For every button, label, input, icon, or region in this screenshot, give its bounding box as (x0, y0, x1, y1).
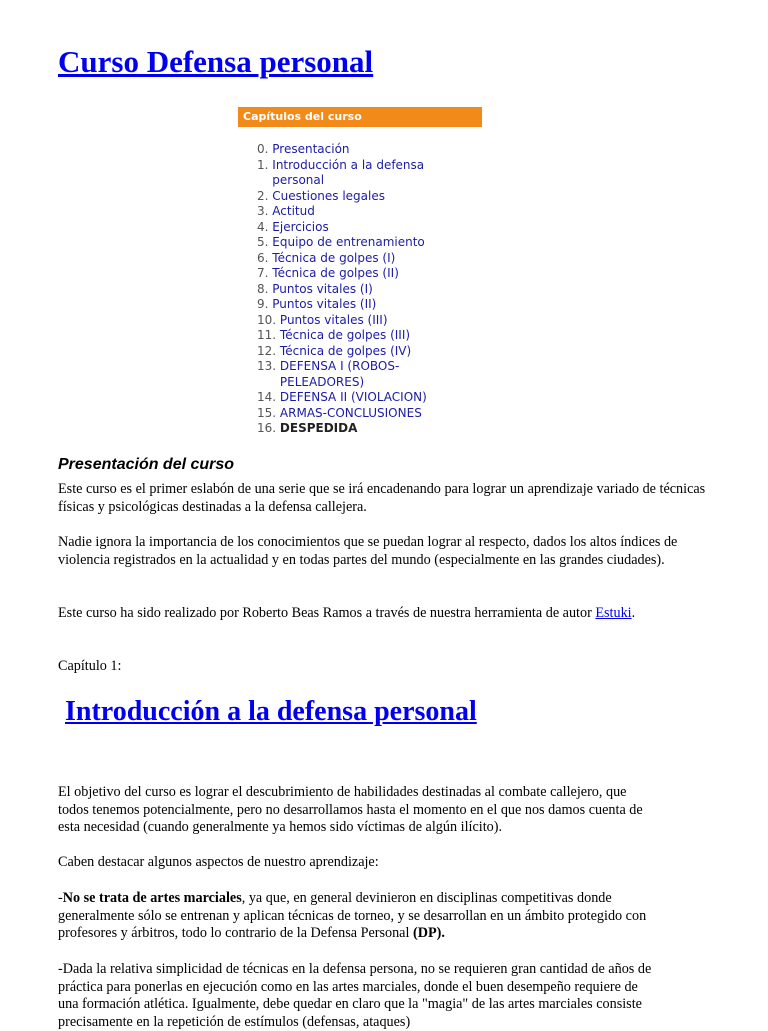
chapter-number: 4. (257, 219, 269, 234)
section-title: Presentación del curso (58, 456, 235, 473)
chapter-link[interactable]: Puntos vitales (II) (272, 297, 377, 311)
chapter-link[interactable]: Ejercicios (272, 219, 329, 234)
chapter-number: 6. (257, 250, 269, 265)
chapter-link[interactable]: Presentación (272, 142, 350, 156)
chapter-link[interactable]: Técnica de golpes (III) (279, 328, 411, 342)
chapter-number: 1. (257, 157, 269, 172)
chapter-link[interactable]: Introducción a la defensa personal (272, 157, 425, 187)
chapter-item-3[interactable] (257, 204, 482, 220)
chapters-box (238, 107, 482, 439)
chapter-item-12[interactable] (257, 344, 482, 360)
intro-paragraph-3 (58, 605, 718, 623)
chapter-item-7[interactable] (257, 266, 482, 282)
chapter-number: 10. (257, 312, 277, 327)
chapter-number: 12. (257, 343, 277, 358)
chapter-number: 16. (257, 421, 277, 435)
chapter-item-4[interactable] (257, 220, 482, 236)
chapter-link[interactable]: Técnica de golpes (I) (272, 250, 396, 265)
chapter-link[interactable]: Puntos vitales (I) (272, 281, 373, 296)
chapter-item-2[interactable] (257, 189, 482, 205)
chapter-link[interactable]: Técnica de golpes (IV) (279, 343, 412, 358)
chapters-list (257, 142, 482, 437)
bold-dp: (DP). (412, 925, 445, 942)
chapter-link[interactable]: DESPEDIDA (279, 421, 358, 435)
chapter1-paragraph-4: -Dada la relativa simplicidad de técnicas en la defensa persona, no se requieren gran cantidad de años de práctica para ponerlas en ejecución como en las artes marciales, donde el buen desempeño requiere de una formación atlética. Igualmente, debe quedar en claro que la "magia" de las artes marciales consiste precisamente en la repetición de estímulos (defensas, ataques) (58, 961, 652, 1030)
chapter-item-6[interactable] (257, 251, 482, 267)
page-title[interactable] (58, 44, 373, 80)
chapter-link[interactable]: Equipo de entrenamiento (272, 235, 425, 249)
chapter-item-8[interactable] (257, 282, 482, 298)
chapter-number: 0. (257, 142, 269, 156)
chapter-item-1[interactable] (257, 158, 482, 189)
chapter-item-11[interactable] (257, 328, 482, 344)
chapter-number: 3. (257, 204, 269, 218)
chapter-number: 7. (257, 266, 269, 280)
chapter-number: 8. (257, 281, 269, 296)
chapter1-title[interactable] (65, 696, 477, 728)
chapter-number: 13. (257, 359, 277, 373)
paragraph-3-text: , ya que, en general devinieron en disciplinas competitivas donde generalmente sólo se entrenan y aplican técnicas de torneo, y se desarrollan en un ámbito protegido con profesores y árbitros, todo lo contrario de la Defensa Personal (58, 890, 647, 942)
chapter1-paragraph-1: El objetivo del curso es lograr el descubrimiento de habilidades destinadas al combate callejero, que todos tenemos potencialmente, pero no desarrollamos hasta el momento en el que nos damos cuenta de esta necesidad (cuando generalmente ya hemos sido víctimas de algún ilícito). (58, 784, 643, 836)
estuki-link[interactable]: Estuki (595, 605, 632, 621)
author-text: Este curso ha sido realizado por Roberto Beas Ramos a través de nuestra herramienta de autor (58, 605, 592, 621)
chapter-number: 5. (257, 235, 269, 249)
intro-paragraph-2: Nadie ignora la importancia de los conocimientos que se puedan lograr al respecto, dados los altos índices de violencia registrados en la actualidad y en todas partes del mundo (especialmente en las grandes ciudades). (58, 534, 678, 568)
chapter-item-15[interactable] (257, 406, 482, 422)
bold-no-artes-marciales: No se trata de artes marciales (62, 890, 242, 906)
chapter-link[interactable]: Técnica de golpes (II) (272, 266, 399, 280)
chapter-item-14[interactable] (257, 390, 482, 406)
intro-paragraph-1: Este curso es el primer eslabón de una serie que se irá encadenando para lograr un aprendizaje variado de técnicas físicas y psicológicas destinadas a la defensa callejera. (58, 481, 706, 515)
chapter1-paragraph-3 (58, 890, 658, 943)
chapter-item-5[interactable] (257, 235, 482, 251)
chapter-link[interactable]: Actitud (272, 204, 315, 218)
chapter-number: 11. (257, 328, 277, 342)
chapter1-paragraph-2: Caben destacar algunos aspectos de nuestro aprendizaje: (58, 854, 379, 870)
chapter-item-10[interactable] (257, 313, 482, 329)
chapter1-title-link[interactable]: Introducción a la defensa personal (65, 696, 477, 727)
chapter-item-13[interactable] (257, 359, 482, 390)
chapter-item-16[interactable] (257, 421, 482, 437)
chapter-number: 9. (257, 297, 269, 311)
author-text-end: . (631, 605, 636, 621)
chapter-link[interactable]: Puntos vitales (III) (279, 312, 388, 327)
chapter-link[interactable]: DEFENSA II (VIOLACION) (279, 390, 427, 404)
chapter-number: 2. (257, 188, 269, 203)
chapter-link[interactable]: ARMAS-CONCLUSIONES (279, 405, 422, 420)
chapter-item-0[interactable] (257, 142, 482, 158)
chapter-link[interactable]: DEFENSA I (ROBOS-PELEADORES) (279, 359, 400, 389)
chapter-link[interactable]: Cuestiones legales (272, 188, 385, 203)
dash: - (58, 890, 63, 906)
chapters-header: Capítulos del curso (238, 107, 482, 127)
chapter-number: 14. (257, 390, 277, 404)
chapter-item-9[interactable] (257, 297, 482, 313)
chapter-label: Capítulo 1: (58, 658, 122, 674)
chapter-number: 15. (257, 405, 277, 420)
page-title-link[interactable]: Curso Defensa personal (58, 44, 374, 79)
